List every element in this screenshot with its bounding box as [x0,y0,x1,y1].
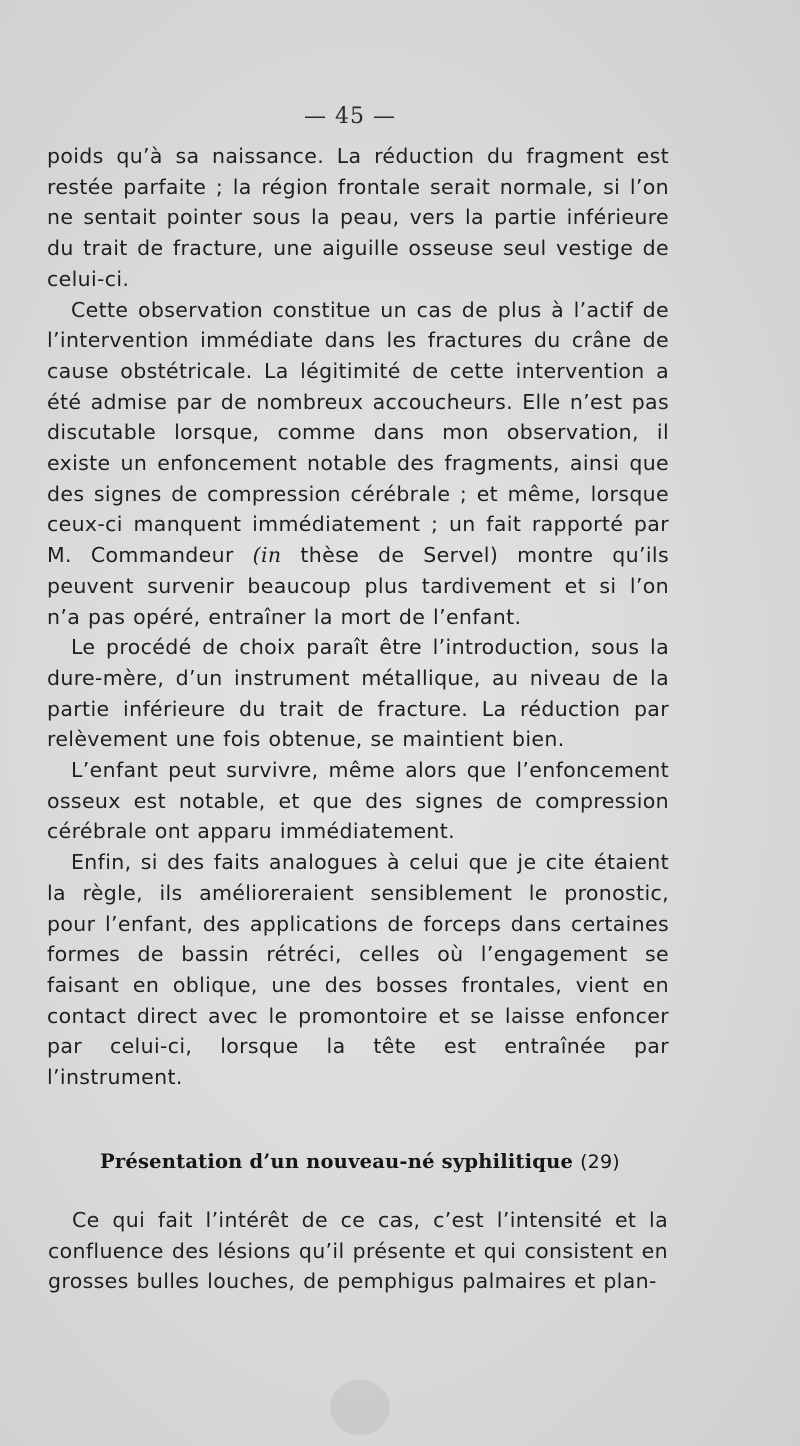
paragraph-2 [47,295,669,633]
paragraph-5 [47,847,669,1093]
section-heading [100,1150,620,1173]
paragraph-3 [47,632,669,755]
section-paragraph-text: Ce qui fait l’intérêt de ce cas, c’est l’intensité et la confluence des lésions qu’il présente et qui consistent en grosses bulles louches, de pemphigus palmaires et plan- [48,1208,668,1294]
section-paragraph [48,1205,668,1297]
paragraph-1 [47,141,669,295]
paragraph-4 [47,755,669,847]
page-number: — 45 — [304,104,396,129]
paragraph-2-text: Cette observation constitue un cas de plus à l’actif de l’intervention immédiate dans les fractures du crâne de cause obstétricale. La légitimité de cette intervention a été admise par de nombreux accoucheurs. Elle n’est pas discutable lorsque, comme dans mon observation, il existe un enfoncement notable des fragments, ainsi que des signes de compression cérébrale ; et même, lorsque ceux-ci manquent immédiatement ; un fait rapporté par M. Commandeur [47,297,669,568]
paragraph-4-text: L’enfant peut survivre, même alors que l’enfoncement osseux est notable, et que des signes de compression cérébrale ont apparu immédiatement. [47,758,669,844]
paragraph-5-text: Enfin, si des faits analogues à celui que je cite étaient la règle, ils amélioreraient sensiblement le pronostic, pour l’enfant, des applications de forceps dans certaines formes de bassin rétréci, celles où l’engagement se faisant en oblique, une des bosses frontales, vient en contact direct avec le promontoire et se laisse enfoncer par celui-ci, lorsque la tête est entraînée par l’instrument. [47,850,669,1090]
paragraph-2-text-after: thèse de Servel) montre qu’ils peuvent survenir beaucoup plus tardivement et si l’on n’a pas opéré, entraîner la mort de l’enfant. [47,543,669,629]
paper-stain [330,1380,390,1435]
section-heading-number: (29) [580,1151,620,1173]
section-heading-title: Présentation d’un nouveau-né syphilitique [100,1150,574,1173]
paragraph-2-italic: (in [252,543,282,568]
paragraph-1-text: poids qu’à sa naissance. La réduction du fragment est restée parfaite ; la région frontale serait normale, si l’on ne sentait pointer sous la peau, vers la partie inférieure du trait de fracture, une aiguille osseuse seul vestige de celui-ci. [47,144,669,291]
main-text [47,141,669,1093]
paragraph-3-text: Le procédé de choix paraît être l’introduction, sous la dure-mère, d’un instrument métallique, au niveau de la partie inférieure du trait de fracture. La réduction par relèvement une fois obtenue, se maintient bien. [47,635,669,752]
section-body [48,1205,668,1297]
